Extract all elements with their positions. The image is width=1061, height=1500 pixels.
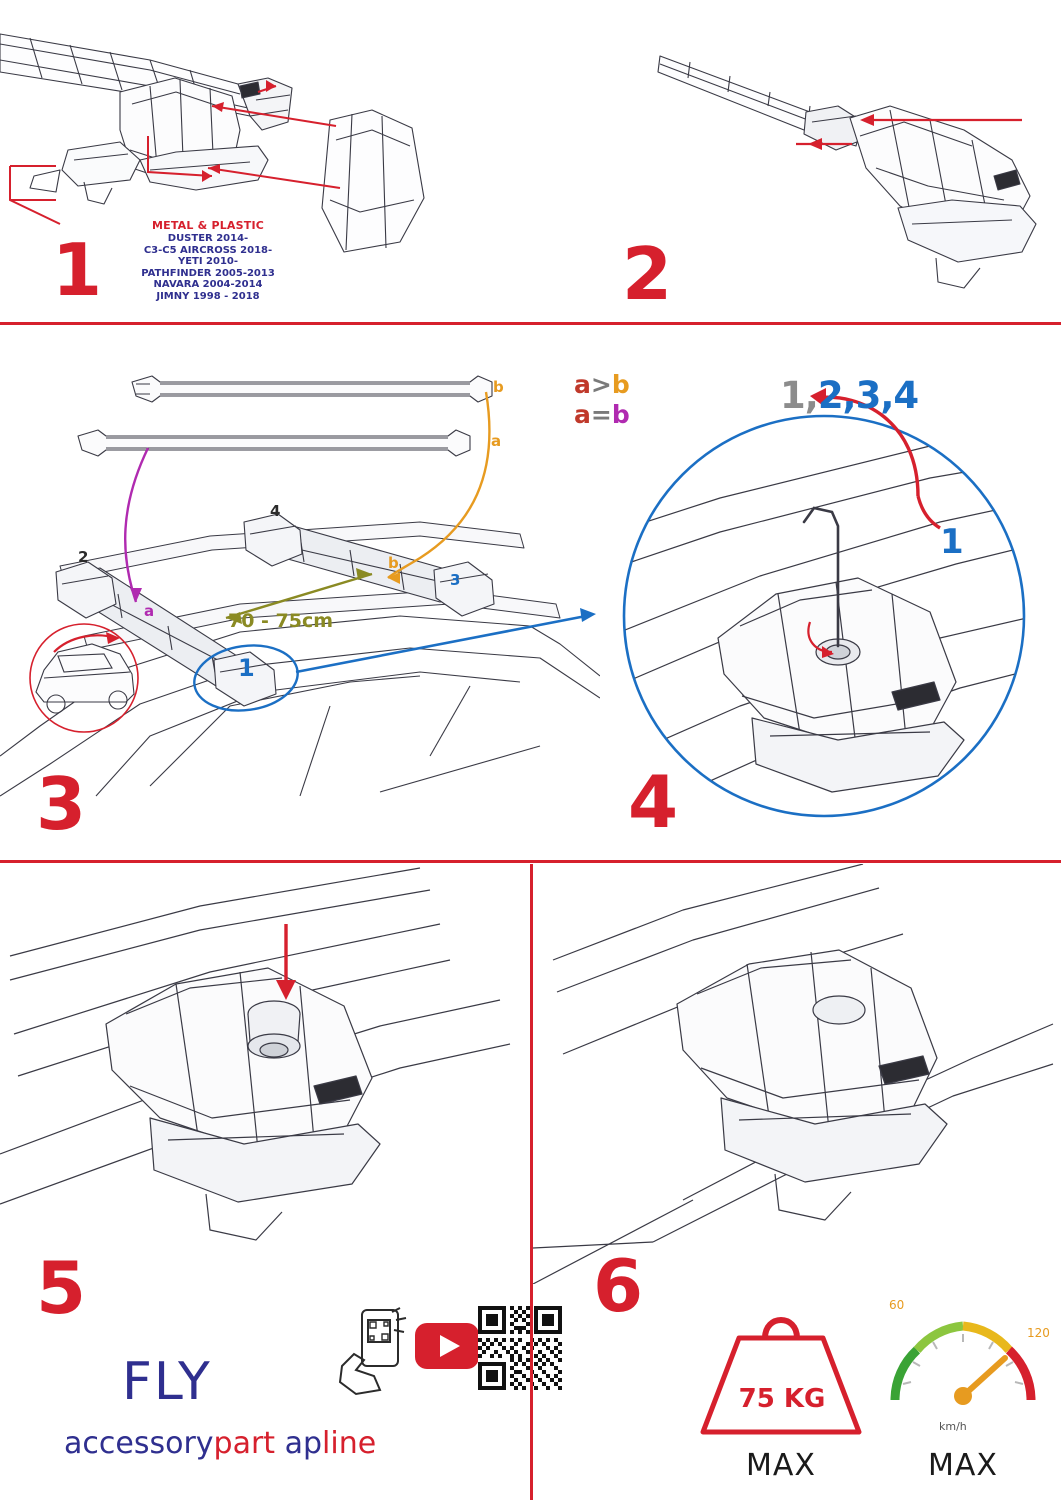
brand-part: part	[213, 1426, 276, 1461]
cmp2-op: =	[590, 400, 612, 429]
panel-step-4	[600, 326, 1061, 859]
step-number-2: 2	[622, 232, 673, 316]
brand-ap: ap	[284, 1426, 323, 1461]
note-title: METAL & PLASTIC	[151, 219, 265, 232]
cmp1-a: a	[574, 370, 591, 399]
max-load-caption: MAX	[746, 1448, 816, 1483]
max-load-value: 75 KG	[738, 1384, 826, 1414]
vehicle-item: DUSTER 2014-	[167, 233, 249, 244]
metal-plastic-note	[108, 219, 308, 302]
comparison-legend	[574, 370, 630, 430]
vehicle-item: PATHFINDER 2005-2013	[141, 267, 275, 279]
youtube-icon[interactable]	[414, 1322, 480, 1370]
foot-callout-1: 1	[238, 654, 255, 682]
panel-step-6	[533, 864, 1061, 1500]
vehicle-item: YETI 2010-	[177, 256, 239, 267]
sequence-blue: 2,3,4	[817, 374, 919, 417]
speed-unit: km/h	[939, 1420, 967, 1433]
step-number-5: 5	[36, 1246, 87, 1330]
speed-tick-high: 120	[1027, 1326, 1050, 1340]
guide-label-b: b	[388, 554, 399, 572]
comparison-line-2	[574, 400, 630, 430]
step-4-callout-1: 1	[940, 522, 964, 562]
cmp1-b: b	[611, 370, 630, 399]
panel-step-3	[0, 326, 600, 859]
max-load-icon	[691, 1292, 871, 1452]
step-6-illustration	[533, 864, 1061, 1284]
step-number-3: 3	[36, 762, 87, 846]
brand-line: line	[322, 1426, 377, 1461]
vehicle-item: NAVARA 2004-2014	[153, 279, 263, 290]
cmp2-b: b	[611, 400, 630, 429]
cmp2-a: a	[574, 400, 591, 429]
divider-row-1	[0, 322, 1061, 325]
foot-label-2: 2	[78, 548, 89, 566]
panel-step-2	[560, 0, 1061, 320]
step-number-6: 6	[593, 1244, 644, 1328]
panel-step-1	[0, 0, 560, 320]
brand-accessory: accessory	[64, 1426, 214, 1461]
scan-qr-hand-icon	[334, 1306, 414, 1396]
vehicle-item: JIMNY 1998 - 2018	[156, 290, 260, 302]
brand-tagline	[64, 1426, 376, 1461]
step-5-illustration	[0, 864, 530, 1284]
sequence-gray: 1,	[780, 374, 818, 417]
sequence-label	[780, 374, 918, 417]
bar-label-a: a	[491, 432, 502, 450]
step-number-1: 1	[52, 228, 103, 312]
divider-row-2	[0, 860, 1061, 863]
vehicle-item: C3-C5 AIRCROSS 2018-	[143, 244, 273, 256]
guide-label-a: a	[144, 602, 155, 620]
distance-label: 70 - 75cm	[228, 610, 334, 632]
note-vehicle-list	[108, 233, 308, 302]
step-number-4: 4	[628, 760, 679, 844]
panel-step-5	[0, 864, 530, 1500]
cmp1-op: >	[590, 370, 612, 399]
foot-label-4: 4	[270, 502, 281, 520]
max-speed-caption: MAX	[928, 1448, 998, 1483]
step-3-illustration	[0, 326, 600, 859]
bar-label-b: b	[493, 378, 504, 396]
foot-label-3: 3	[450, 571, 461, 589]
comparison-line-1	[574, 370, 630, 400]
speed-tick-low: 60	[889, 1298, 905, 1312]
brand-fly: FLY	[122, 1352, 212, 1412]
